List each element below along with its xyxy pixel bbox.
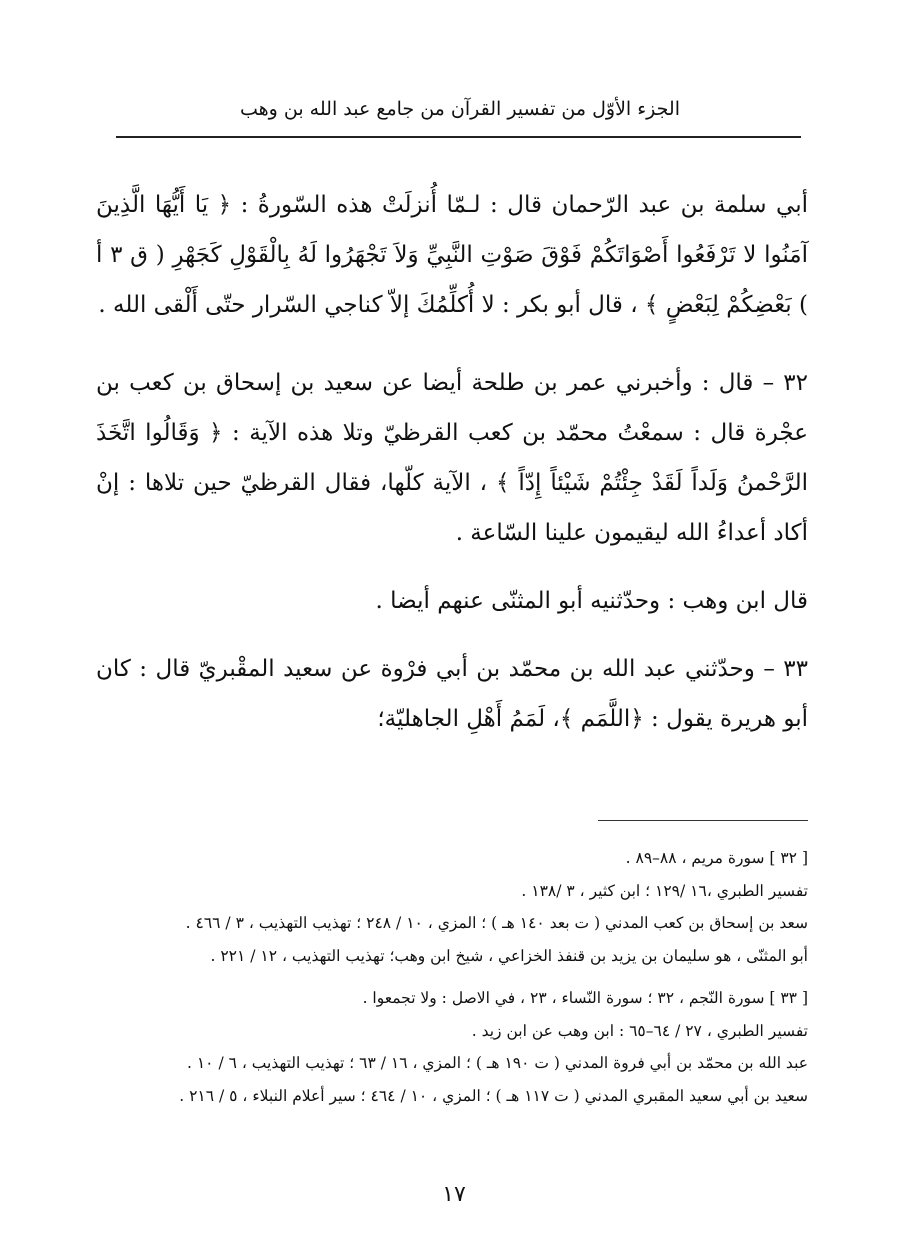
header-rule [116,136,801,138]
paragraph-32: ٣٢ – قال : وأخبرني عمر بن طلحة أيضا عن سعيد بن إسحاق بن كعب بن عجْرة قال : سمعْتُ محمّد بن كعب القرظيّ وتلا هذه الآية : ﴿ وَقَالُوا اتَّخَذَ الرَّحْمنُ وَلَداً لَقَدْ جِئْتُمْ شَيْئاً إِدّاً ﴾ ، الآية كلّها، فقال القرظيّ حين تلاها : إنْ أكاد أعداءُ الله ليقيمون علينا السّاعة . [96,370,808,546]
footnote-line: سعيد بن أبي سعيد المقبري المدني ( ت ١١٧ هـ ) ؛ المزي ، ١٠ / ٤٦٤ ؛ سير أعلام النبلاء ، ٥ / ٢١٦ . [179,1086,808,1105]
footnote-line: أبو المثنّى ، هو سليمان بن يزيد بن قنفذ الخزاعي ، شيخ ابن وهب؛ تهذيب التهذيب ، ١٢ / ٢٢١ . [210,946,808,965]
footnote-line: تفسير الطبري ،١٦ /١٢٩ ؛ ابن كثير ، ٣ /١٣٨ . [521,881,808,900]
footnotes [96,842,808,1112]
paragraph-33: ٣٣ – وحدّثني عبد الله بن محمّد بن أبي فرْوة عن سعيد المقْبريّ قال : كان أبو هريرة يقول : ﴿اللَّمَم ﴾، لَمَمُ أَهْلِ الجاهليّة؛ [96,656,808,732]
footnote-line: [ ٣٢ ] سورة مريم ، ٨٨–٨٩ . [625,849,808,867]
page-number: ١٧ [442,1182,466,1207]
main-text [96,180,808,744]
running-header-title: الجزء الأوّل من تفسير القرآن من جامع عبد الله بن وهب [240,98,680,120]
footnote-separator [598,820,808,821]
footnote-line: [ ٣٣ ] سورة النّجم ، ٣٢ ؛ سورة النّساء ، ٢٣ ، في الاصل : ولا تجمعوا . [362,989,808,1007]
footnote-line: سعد بن إسحاق بن كعب المدني ( ت بعد ١٤٠ هـ ) ؛ المزي ، ١٠ / ٢٤٨ ؛ تهذيب التهذيب ، ٣ / ٤٦٦ . [185,914,808,932]
footnote-line: تفسير الطبري ، ٢٧ / ٦٤–٦٥ : ابن وهب عن ابن زيد . [471,1021,808,1040]
paragraph-ibn-wahb: قال ابن وهب : وحدّثنيه أبو المثنّى عنهم أيضا . [375,588,808,614]
footnote-spacer [96,972,808,982]
paragraph-continuation: أبي سلمة بن عبد الرّحمان قال : لـمّا أُنزلَتْ هذه السّورةُ : ﴿ يَا أَيُّهَا الَّذِينَ آمَنُوا لا تَرْفَعُوا أَصْوَاتَكُمْ فَوْقَ صَوْتِ النَّبِيِّ وَلاَ تَجْهَرُوا لَهُ بِالْقَوْلِ كَجَهْرِ ( ق ٣ أ ) بَعْضِكُمْ لِبَعْضٍ ﴾ ، قال أبو بكر : لا أُكلِّمُكَ إلاّ كناجي السّرار حتّى أَلْقى الله . [96,192,808,318]
footnote-line: عبد الله بن محمّد بن أبي فروة المدني ( ت ١٩٠ هـ ) ؛ المزي ، ١٦ / ٦٣ ؛ تهذيب التهذيب ، ٦ / ١٠ . [187,1054,808,1072]
